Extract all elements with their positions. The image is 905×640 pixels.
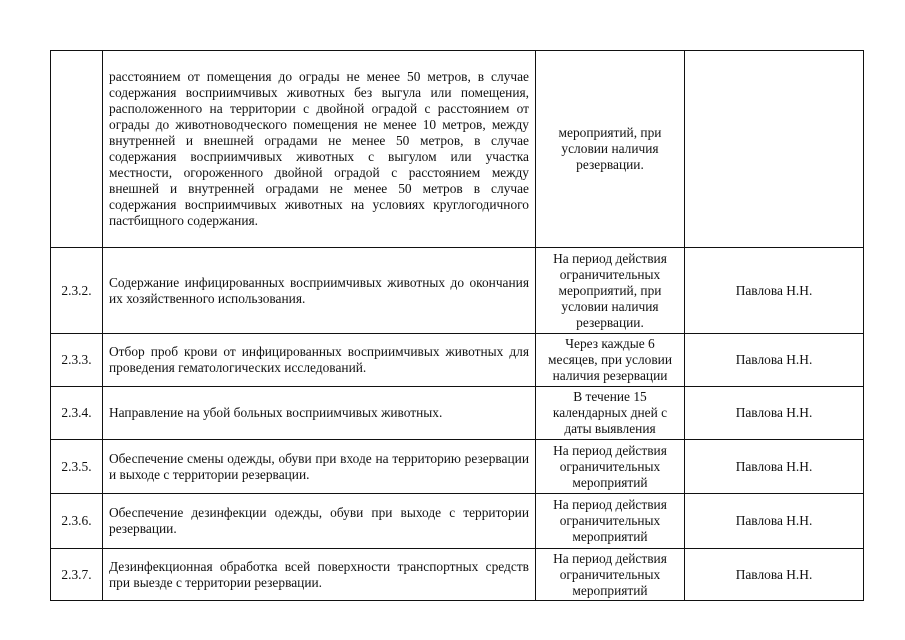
table-row <box>51 334 864 387</box>
row-description-cell <box>103 248 536 334</box>
table-row <box>51 248 864 334</box>
table-row <box>51 549 864 601</box>
row-description-cell <box>103 387 536 440</box>
row-responsible-cell: Павлова Н.Н. <box>685 440 864 494</box>
measures-table <box>50 50 864 601</box>
row-responsible-cell: Павлова Н.Н. <box>685 248 864 334</box>
row-responsible-cell: Павлова Н.Н. <box>685 334 864 387</box>
row-number-cell: 2.3.7. <box>51 549 103 601</box>
row-term-cell <box>536 494 685 549</box>
row-term-text: На период действия ограничительных мероприятий <box>553 442 667 490</box>
row-description-text: Направление на убой больных восприимчивых животных. <box>109 405 443 420</box>
row-description-text: Отбор проб крови от инфицированных восприимчивых животных для проведения гематологических исследований. <box>109 344 529 375</box>
row-responsible-cell: Павлова Н.Н. <box>685 549 864 601</box>
row-term-text: На период действия ограничительных мероприятий <box>553 497 667 544</box>
row-description-text: Обеспечение дезинфекции одежды, обуви при выходе с территории резервации. <box>109 505 529 536</box>
row-term-cell <box>536 334 685 387</box>
table-row <box>51 440 864 494</box>
row-description-text: Дезинфекционная обработка всей поверхности транспортных средств при выезде с территории резервации. <box>109 558 529 590</box>
row-responsible-cell: Павлова Н.Н. <box>685 494 864 549</box>
row-term-cell <box>536 387 685 440</box>
table-row <box>51 494 864 549</box>
row-term-cell <box>536 549 685 601</box>
row-term-text: В течение 15 календарных дней с даты выявления <box>552 389 668 436</box>
row-responsible-cell <box>685 51 864 248</box>
row-term-text: Через каждые 6 месяцев, при условии наличия резервации <box>547 336 673 383</box>
row-number-cell: 2.3.3. <box>51 334 103 387</box>
row-term-cell <box>536 248 685 334</box>
table-row <box>51 51 864 248</box>
row-description-cell <box>103 51 536 248</box>
row-responsible-cell: Павлова Н.Н. <box>685 387 864 440</box>
table-row <box>51 387 864 440</box>
row-term-text: На период действия ограничительных мероприятий, при условии наличия резервации. <box>553 250 667 330</box>
row-number-cell: 2.3.5. <box>51 440 103 494</box>
row-description-cell <box>103 440 536 494</box>
row-term-text: На период действия ограничительных мероприятий <box>553 550 667 598</box>
row-description-cell <box>103 494 536 549</box>
row-term-cell <box>536 440 685 494</box>
row-number-cell: 2.3.6. <box>51 494 103 549</box>
row-description-text: Обеспечение смены одежды, обуви при входе на территорию резервации и выходе с территории резервации. <box>109 450 529 482</box>
row-description-text: Содержание инфицированных восприимчивых животных до окончания их хозяйственного использования. <box>109 274 529 306</box>
row-description-text: расстоянием от помещения до ограды не менее 50 метров, в случае содержания восприимчивых животных без выгула или помещения, расположенного на территории с двойной оградой с расстоянием от ограды до животноводческого помещения не менее 10 метров, между внутренней и внешней оградами не менее 50 метров, в случае содержания восприимчивых животных с выгулом или участка местности, огороженного двойной оградой с расстоянием между внешней и внутренней оградами не менее 50 метров в случае содержания восприимчивых животных на условиях круглогодичного пастбищного содержания. <box>109 69 529 228</box>
row-description-cell <box>103 334 536 387</box>
row-number-cell: 2.3.4. <box>51 387 103 440</box>
row-number-cell: 2.3.2. <box>51 248 103 334</box>
row-term-text: мероприятий, при условии наличия резервации. <box>558 125 662 172</box>
row-number-cell <box>51 51 103 248</box>
row-term-cell <box>536 51 685 248</box>
row-description-cell <box>103 549 536 601</box>
